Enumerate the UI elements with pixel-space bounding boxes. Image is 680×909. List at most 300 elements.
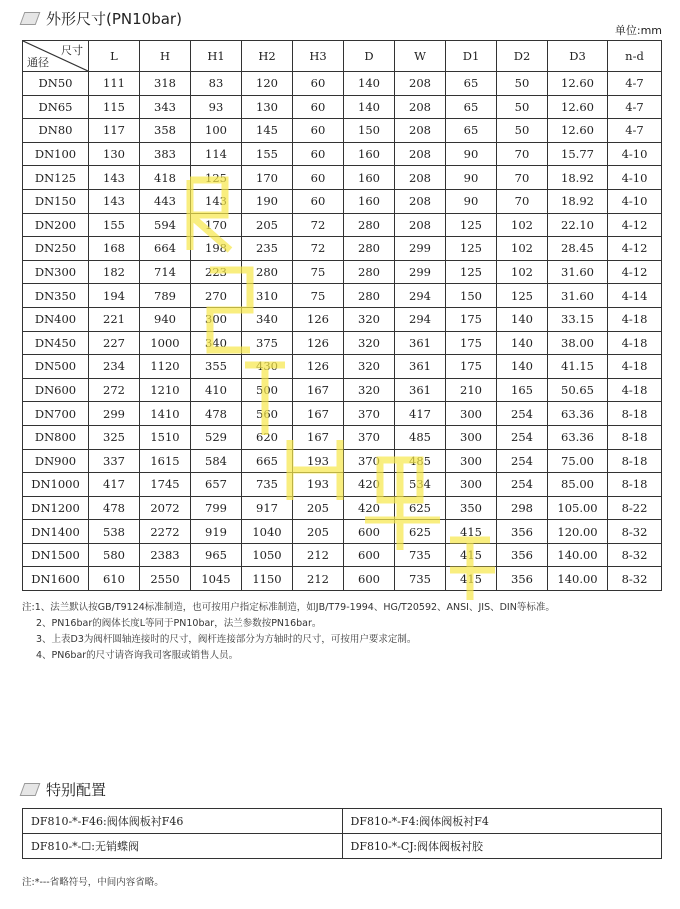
value-cell: 350 [446, 496, 497, 520]
value-cell: 140 [497, 331, 548, 355]
column-header: H2 [242, 41, 293, 72]
value-cell: 102 [497, 237, 548, 261]
value-cell: 300 [446, 473, 497, 497]
value-cell: 625 [395, 496, 446, 520]
table-row [23, 520, 662, 544]
value-cell: 102 [497, 260, 548, 284]
value-cell: 221 [89, 307, 140, 331]
value-cell: 919 [191, 520, 242, 544]
value-cell: 280 [344, 260, 395, 284]
value-cell: 126 [293, 355, 344, 379]
value-cell: 4-18 [608, 355, 662, 379]
column-header: L [89, 41, 140, 72]
value-cell: 75.00 [548, 449, 608, 473]
value-cell: 300 [191, 307, 242, 331]
value-cell: 417 [89, 473, 140, 497]
corner-bottom-label: 通径 [27, 56, 49, 69]
value-cell: 500 [242, 378, 293, 402]
value-cell: 657 [191, 473, 242, 497]
value-cell: 75 [293, 260, 344, 284]
value-cell: 125 [446, 260, 497, 284]
value-cell: 205 [242, 213, 293, 237]
value-cell: 175 [446, 331, 497, 355]
value-cell: 194 [89, 284, 140, 308]
value-cell: 60 [293, 166, 344, 190]
value-cell: 325 [89, 425, 140, 449]
value-cell: 299 [395, 237, 446, 261]
value-cell: 90 [446, 189, 497, 213]
value-cell: 234 [89, 355, 140, 379]
table-row [23, 72, 662, 96]
size-cell: DN450 [23, 331, 89, 355]
value-cell: 420 [344, 473, 395, 497]
table-row [23, 496, 662, 520]
column-header: D1 [446, 41, 497, 72]
value-cell: 4-7 [608, 119, 662, 143]
value-cell: 4-7 [608, 95, 662, 119]
value-cell: 63.36 [548, 425, 608, 449]
value-cell: 965 [191, 543, 242, 567]
size-cell: DN250 [23, 237, 89, 261]
value-cell: 70 [497, 142, 548, 166]
value-cell: 72 [293, 213, 344, 237]
value-cell: 298 [497, 496, 548, 520]
value-cell: 105.00 [548, 496, 608, 520]
value-cell: 418 [140, 166, 191, 190]
value-cell: 355 [191, 355, 242, 379]
value-cell: 12.60 [548, 72, 608, 96]
value-cell: 410 [191, 378, 242, 402]
value-cell: 63.36 [548, 402, 608, 426]
value-cell: 102 [497, 213, 548, 237]
value-cell: 85.00 [548, 473, 608, 497]
value-cell: 111 [89, 72, 140, 96]
section-dimensions-label: 外形尺寸(PN10bar) [46, 10, 182, 28]
value-cell: 65 [446, 119, 497, 143]
value-cell: 50 [497, 95, 548, 119]
value-cell: 620 [242, 425, 293, 449]
unit-label: 单位:mm [614, 24, 662, 37]
value-cell: 12.60 [548, 95, 608, 119]
value-cell: 310 [242, 284, 293, 308]
value-cell: 584 [191, 449, 242, 473]
value-cell: 370 [344, 449, 395, 473]
value-cell: 8-18 [608, 402, 662, 426]
value-cell: 2072 [140, 496, 191, 520]
table-row [23, 378, 662, 402]
value-cell: 210 [446, 378, 497, 402]
size-cell: DN900 [23, 449, 89, 473]
note-2: 2、PN16bar的阀体长度L等同于PN10bar，法兰参数按PN16bar。 [36, 618, 322, 629]
value-cell: 415 [446, 543, 497, 567]
value-cell: 420 [344, 496, 395, 520]
section-dimensions-title [22, 8, 182, 29]
column-header: H3 [293, 41, 344, 72]
value-cell: 299 [395, 260, 446, 284]
value-cell: 143 [191, 189, 242, 213]
value-cell: 18.92 [548, 166, 608, 190]
value-cell: 370 [344, 402, 395, 426]
value-cell: 175 [446, 307, 497, 331]
table-row [23, 166, 662, 190]
value-cell: 1000 [140, 331, 191, 355]
value-cell: 4-10 [608, 166, 662, 190]
value-cell: 130 [89, 142, 140, 166]
note-3: 3、上表D3为阀杆圆轴连接时的尺寸，阀杆连接部分为方轴时的尺寸，可按用户要求定制。 [36, 634, 417, 645]
value-cell: 799 [191, 496, 242, 520]
value-cell: 254 [497, 425, 548, 449]
value-cell: 155 [89, 213, 140, 237]
config-cell: DF810-*-F4:阀体阀板衬F4 [342, 809, 662, 834]
table-row [23, 284, 662, 308]
value-cell: 300 [446, 425, 497, 449]
table-header-row [23, 41, 662, 72]
value-cell: 538 [89, 520, 140, 544]
value-cell: 8-22 [608, 496, 662, 520]
value-cell: 4-18 [608, 307, 662, 331]
value-cell: 534 [395, 473, 446, 497]
value-cell: 72 [293, 237, 344, 261]
value-cell: 75 [293, 284, 344, 308]
value-cell: 167 [293, 425, 344, 449]
value-cell: 735 [395, 567, 446, 591]
value-cell: 415 [446, 567, 497, 591]
value-cell: 1120 [140, 355, 191, 379]
value-cell: 90 [446, 166, 497, 190]
column-header: H1 [191, 41, 242, 72]
value-cell: 41.15 [548, 355, 608, 379]
value-cell: 50 [497, 72, 548, 96]
value-cell: 212 [293, 543, 344, 567]
value-cell: 50.65 [548, 378, 608, 402]
value-cell: 125 [497, 284, 548, 308]
config-table [22, 808, 662, 859]
size-cell: DN1200 [23, 496, 89, 520]
table-row [23, 567, 662, 591]
value-cell: 28.45 [548, 237, 608, 261]
size-cell: DN350 [23, 284, 89, 308]
value-cell: 272 [89, 378, 140, 402]
section-marker-icon [20, 783, 41, 796]
value-cell: 665 [242, 449, 293, 473]
value-cell: 115 [89, 95, 140, 119]
value-cell: 4-18 [608, 331, 662, 355]
value-cell: 167 [293, 402, 344, 426]
value-cell: 150 [446, 284, 497, 308]
value-cell: 789 [140, 284, 191, 308]
size-cell: DN125 [23, 166, 89, 190]
value-cell: 2383 [140, 543, 191, 567]
value-cell: 140 [497, 355, 548, 379]
value-cell: 212 [293, 567, 344, 591]
value-cell: 70 [497, 189, 548, 213]
value-cell: 140.00 [548, 567, 608, 591]
corner-top-label: 尺寸 [61, 44, 83, 57]
table-row [23, 95, 662, 119]
value-cell: 485 [395, 425, 446, 449]
value-cell: 560 [242, 402, 293, 426]
value-cell: 356 [497, 520, 548, 544]
column-header: D2 [497, 41, 548, 72]
value-cell: 120 [242, 72, 293, 96]
column-header: n-d [608, 41, 662, 72]
table-row [23, 213, 662, 237]
value-cell: 60 [293, 142, 344, 166]
column-header: D3 [548, 41, 608, 72]
value-cell: 227 [89, 331, 140, 355]
value-cell: 4-12 [608, 213, 662, 237]
value-cell: 337 [89, 449, 140, 473]
table-row [23, 307, 662, 331]
value-cell: 155 [242, 142, 293, 166]
value-cell: 205 [293, 520, 344, 544]
size-cell: DN800 [23, 425, 89, 449]
value-cell: 70 [497, 166, 548, 190]
config-row [23, 809, 662, 834]
value-cell: 254 [497, 473, 548, 497]
value-cell: 8-18 [608, 425, 662, 449]
section-special-title [22, 779, 106, 800]
value-cell: 580 [89, 543, 140, 567]
value-cell: 417 [395, 402, 446, 426]
value-cell: 940 [140, 307, 191, 331]
value-cell: 1410 [140, 402, 191, 426]
value-cell: 320 [344, 331, 395, 355]
value-cell: 320 [344, 355, 395, 379]
value-cell: 270 [191, 284, 242, 308]
size-cell: DN65 [23, 95, 89, 119]
value-cell: 735 [242, 473, 293, 497]
value-cell: 60 [293, 119, 344, 143]
value-cell: 31.60 [548, 260, 608, 284]
value-cell: 208 [395, 213, 446, 237]
value-cell: 430 [242, 355, 293, 379]
value-cell: 168 [89, 237, 140, 261]
value-cell: 320 [344, 378, 395, 402]
size-cell: DN100 [23, 142, 89, 166]
size-cell: DN700 [23, 402, 89, 426]
dimensions-table [22, 40, 662, 591]
value-cell: 140 [497, 307, 548, 331]
note-4: 4、PN6bar的尺寸请咨询我司客服或销售人员。 [36, 650, 239, 661]
table-row [23, 119, 662, 143]
value-cell: 65 [446, 72, 497, 96]
value-cell: 125 [446, 237, 497, 261]
value-cell: 31.60 [548, 284, 608, 308]
value-cell: 280 [344, 213, 395, 237]
value-cell: 60 [293, 189, 344, 213]
section-special-label: 特别配置 [46, 781, 107, 799]
size-cell: DN1600 [23, 567, 89, 591]
value-cell: 90 [446, 142, 497, 166]
value-cell: 370 [344, 425, 395, 449]
value-cell: 600 [344, 567, 395, 591]
value-cell: 170 [191, 213, 242, 237]
value-cell: 2272 [140, 520, 191, 544]
value-cell: 140 [344, 72, 395, 96]
value-cell: 150 [344, 119, 395, 143]
value-cell: 125 [446, 213, 497, 237]
value-cell: 208 [395, 166, 446, 190]
value-cell: 280 [344, 284, 395, 308]
config-cell: DF810-*-CJ:阀体阀板衬胶 [342, 834, 662, 859]
value-cell: 208 [395, 119, 446, 143]
value-cell: 235 [242, 237, 293, 261]
table-row [23, 473, 662, 497]
size-cell: DN400 [23, 307, 89, 331]
value-cell: 8-18 [608, 473, 662, 497]
value-cell: 182 [89, 260, 140, 284]
value-cell: 415 [446, 520, 497, 544]
table-row [23, 331, 662, 355]
value-cell: 114 [191, 142, 242, 166]
value-cell: 361 [395, 378, 446, 402]
value-cell: 610 [89, 567, 140, 591]
value-cell: 625 [395, 520, 446, 544]
value-cell: 4-7 [608, 72, 662, 96]
footnote: 注:*---省略符号，中间内容省略。 [22, 877, 164, 888]
value-cell: 208 [395, 189, 446, 213]
value-cell: 126 [293, 331, 344, 355]
value-cell: 4-12 [608, 237, 662, 261]
value-cell: 2550 [140, 567, 191, 591]
size-cell: DN50 [23, 72, 89, 96]
value-cell: 167 [293, 378, 344, 402]
size-cell: DN80 [23, 119, 89, 143]
table-row [23, 425, 662, 449]
table-row [23, 543, 662, 567]
value-cell: 18.92 [548, 189, 608, 213]
value-cell: 735 [395, 543, 446, 567]
value-cell: 4-10 [608, 142, 662, 166]
value-cell: 8-18 [608, 449, 662, 473]
value-cell: 1210 [140, 378, 191, 402]
note-1: 注:1、法兰默认按GB/T9124标准制造，也可按用户指定标准制造，如JB/T79-1994、HG/T20592、ANSI、JIS、DIN等标准。 [22, 602, 555, 613]
size-cell: DN1400 [23, 520, 89, 544]
value-cell: 443 [140, 189, 191, 213]
value-cell: 4-18 [608, 378, 662, 402]
value-cell: 343 [140, 95, 191, 119]
value-cell: 356 [497, 567, 548, 591]
value-cell: 205 [293, 496, 344, 520]
value-cell: 170 [242, 166, 293, 190]
value-cell: 165 [497, 378, 548, 402]
value-cell: 294 [395, 307, 446, 331]
value-cell: 1510 [140, 425, 191, 449]
column-header: W [395, 41, 446, 72]
value-cell: 160 [344, 189, 395, 213]
size-cell: DN200 [23, 213, 89, 237]
value-cell: 4-10 [608, 189, 662, 213]
value-cell: 1150 [242, 567, 293, 591]
value-cell: 208 [395, 72, 446, 96]
value-cell: 280 [242, 260, 293, 284]
value-cell: 280 [344, 237, 395, 261]
value-cell: 1615 [140, 449, 191, 473]
value-cell: 50 [497, 119, 548, 143]
column-header: H [140, 41, 191, 72]
value-cell: 193 [293, 473, 344, 497]
value-cell: 485 [395, 449, 446, 473]
value-cell: 254 [497, 449, 548, 473]
value-cell: 300 [446, 402, 497, 426]
value-cell: 65 [446, 95, 497, 119]
value-cell: 300 [446, 449, 497, 473]
value-cell: 126 [293, 307, 344, 331]
value-cell: 8-32 [608, 567, 662, 591]
value-cell: 340 [242, 307, 293, 331]
value-cell: 917 [242, 496, 293, 520]
value-cell: 320 [344, 307, 395, 331]
size-cell: DN500 [23, 355, 89, 379]
value-cell: 15.77 [548, 142, 608, 166]
column-header: D [344, 41, 395, 72]
value-cell: 12.60 [548, 119, 608, 143]
value-cell: 120.00 [548, 520, 608, 544]
value-cell: 299 [89, 402, 140, 426]
value-cell: 383 [140, 142, 191, 166]
value-cell: 356 [497, 543, 548, 567]
value-cell: 60 [293, 72, 344, 96]
value-cell: 143 [89, 189, 140, 213]
value-cell: 175 [446, 355, 497, 379]
value-cell: 1050 [242, 543, 293, 567]
value-cell: 375 [242, 331, 293, 355]
value-cell: 600 [344, 543, 395, 567]
size-cell: DN600 [23, 378, 89, 402]
value-cell: 160 [344, 142, 395, 166]
value-cell: 529 [191, 425, 242, 449]
value-cell: 318 [140, 72, 191, 96]
value-cell: 33.15 [548, 307, 608, 331]
value-cell: 193 [293, 449, 344, 473]
value-cell: 223 [191, 260, 242, 284]
value-cell: 83 [191, 72, 242, 96]
config-row [23, 834, 662, 859]
table-row [23, 260, 662, 284]
value-cell: 140.00 [548, 543, 608, 567]
value-cell: 117 [89, 119, 140, 143]
table-row [23, 189, 662, 213]
value-cell: 714 [140, 260, 191, 284]
table-row [23, 449, 662, 473]
section-marker-icon [20, 12, 41, 25]
value-cell: 600 [344, 520, 395, 544]
size-cell: DN150 [23, 189, 89, 213]
value-cell: 100 [191, 119, 242, 143]
value-cell: 294 [395, 284, 446, 308]
size-cell: DN1500 [23, 543, 89, 567]
value-cell: 130 [242, 95, 293, 119]
value-cell: 478 [89, 496, 140, 520]
corner-header-cell [23, 41, 89, 72]
value-cell: 38.00 [548, 331, 608, 355]
value-cell: 361 [395, 355, 446, 379]
value-cell: 60 [293, 95, 344, 119]
config-cell: DF810-*-☐:无销蝶阀 [23, 834, 343, 859]
value-cell: 208 [395, 95, 446, 119]
size-cell: DN1000 [23, 473, 89, 497]
config-cell: DF810-*-F46:阀体阀板衬F46 [23, 809, 343, 834]
value-cell: 1745 [140, 473, 191, 497]
value-cell: 125 [191, 166, 242, 190]
value-cell: 1040 [242, 520, 293, 544]
value-cell: 664 [140, 237, 191, 261]
value-cell: 8-32 [608, 543, 662, 567]
value-cell: 254 [497, 402, 548, 426]
value-cell: 594 [140, 213, 191, 237]
value-cell: 160 [344, 166, 395, 190]
